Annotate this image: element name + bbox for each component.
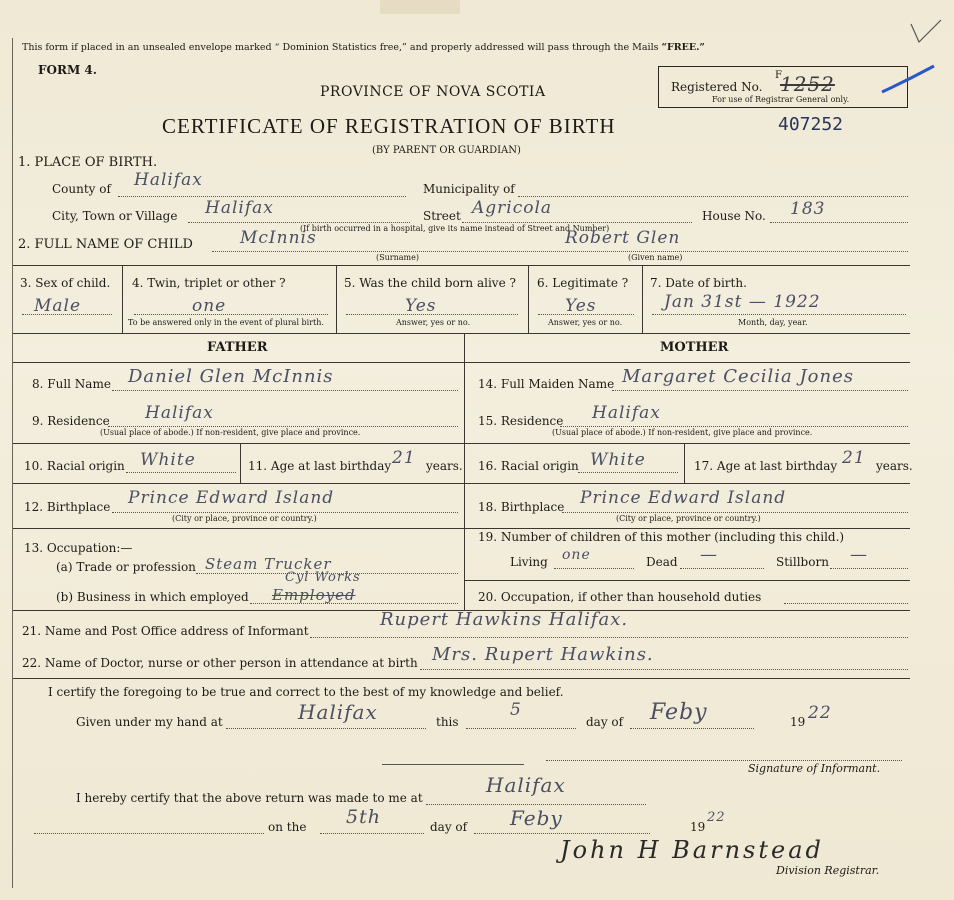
county-line bbox=[118, 196, 406, 197]
mother-birthplace-note: (City or place, province or country.) bbox=[616, 514, 761, 523]
surname-note: (Surname) bbox=[376, 253, 419, 262]
alive-label: 5. Was the child born alive ? bbox=[344, 276, 516, 290]
dead-value: — bbox=[700, 545, 718, 565]
registrar-on-label: on the bbox=[268, 820, 307, 834]
given-month-line bbox=[630, 728, 754, 729]
mother-birthplace-line bbox=[562, 512, 908, 513]
father-age-divider bbox=[240, 443, 241, 483]
alive-line bbox=[346, 314, 518, 315]
alive-value: Yes bbox=[405, 296, 437, 316]
registrar-day-value: 5th bbox=[346, 806, 381, 828]
mother-race-value: White bbox=[590, 450, 646, 470]
legitimate-label: 6. Legitimate ? bbox=[537, 276, 629, 290]
house-line bbox=[770, 222, 908, 223]
father-residence-note: (Usual place of abode.) If non-resident, give place and province. bbox=[100, 428, 361, 437]
registered-label: Registered No. bbox=[671, 80, 763, 94]
registrar-place-line bbox=[426, 804, 646, 805]
registrar-day-line bbox=[320, 833, 424, 834]
divider-4 bbox=[642, 265, 643, 333]
children-label: 19. Number of children of this mother (including this child.) bbox=[478, 530, 845, 544]
child-name-label: 2. FULL NAME OF CHILD bbox=[18, 237, 193, 252]
sex-value: Male bbox=[34, 296, 82, 316]
twin-note: To be answered only in the event of plural birth. bbox=[128, 318, 324, 327]
city-line bbox=[188, 222, 410, 223]
municipality-line bbox=[518, 196, 908, 197]
street-line bbox=[462, 222, 692, 223]
registrar-year-prefix: 19 bbox=[690, 820, 706, 834]
given-name-note: (Given name) bbox=[628, 253, 683, 262]
divider-3 bbox=[528, 265, 529, 333]
rule-father-race-top bbox=[12, 443, 464, 444]
mother-birthplace-label: 18. Birthplace bbox=[478, 500, 565, 514]
father-age-years: years. bbox=[426, 459, 463, 473]
rule-certify bbox=[12, 678, 910, 679]
rule-mother-children bbox=[464, 528, 910, 529]
house-value: 183 bbox=[790, 199, 826, 219]
registrar-month-value: Feby bbox=[510, 806, 563, 830]
birth-date-value: Jan 31st — 1922 bbox=[664, 292, 821, 312]
mother-name-line bbox=[612, 390, 908, 391]
child-name-line bbox=[212, 251, 908, 252]
certify-statement: I certify the foregoing to be true and correct to the best of my knowledge and belief. bbox=[48, 685, 564, 699]
stillborn-label: Stillborn bbox=[776, 555, 829, 569]
father-birthplace-label: 12. Birthplace bbox=[24, 500, 111, 514]
mother-age-years: years. bbox=[876, 459, 913, 473]
attendant-line bbox=[420, 669, 908, 670]
registrar-year-value: 22 bbox=[707, 810, 726, 825]
birth-date-label: 7. Date of birth. bbox=[650, 276, 747, 290]
county-label: County of bbox=[52, 182, 111, 196]
mailing-note: This form if placed in an unsealed envelope marked “ Dominion Statistics free,” and properly addressed will pass through the Mails “FREE.” bbox=[22, 42, 705, 53]
business-value: Employed bbox=[272, 586, 356, 604]
child-given-name: Robert Glen bbox=[565, 228, 681, 248]
given-month-value: Feby bbox=[650, 700, 708, 725]
paper-stain bbox=[380, 0, 460, 14]
sex-line bbox=[22, 314, 112, 315]
father-residence-line bbox=[108, 426, 458, 427]
given-year-value: 22 bbox=[808, 703, 832, 723]
mother-age-label: 17. Age at last birthday bbox=[694, 459, 838, 473]
trade-label: (a) Trade or profession bbox=[56, 560, 196, 574]
registrar-place-value: Halifax bbox=[486, 773, 566, 797]
registrar-signature: John H Barnstead bbox=[560, 836, 824, 864]
father-name-label: 8. Full Name bbox=[32, 377, 111, 391]
living-value: one bbox=[562, 547, 591, 563]
father-birthplace-note: (City or place, province or country.) bbox=[172, 514, 317, 523]
mother-name-label: 14. Full Maiden Name bbox=[478, 377, 615, 391]
city-label: City, Town or Village bbox=[52, 209, 178, 223]
living-line bbox=[554, 568, 634, 569]
trade-value: Steam Trucker bbox=[205, 555, 332, 573]
given-dayof-label: day of bbox=[586, 715, 624, 729]
pencil-tick-mark bbox=[905, 18, 945, 48]
father-race-value: White bbox=[140, 450, 196, 470]
city-value: Halifax bbox=[205, 198, 274, 218]
given-day-value: 5 bbox=[510, 700, 522, 720]
child-surname: McInnis bbox=[240, 228, 317, 248]
alive-note: Answer, yes or no. bbox=[396, 318, 471, 327]
mother-residence-label: 15. Residence bbox=[478, 414, 564, 428]
informant-line bbox=[310, 637, 908, 638]
father-race-line bbox=[126, 472, 236, 473]
registrar-certify: I hereby certify that the above return was made to me at bbox=[76, 791, 423, 805]
informant-label: 21. Name and Post Office address of Informant bbox=[22, 624, 309, 638]
rule-bottom-row bbox=[12, 333, 910, 334]
twin-label: 4. Twin, triplet or other ? bbox=[132, 276, 286, 290]
given-year-prefix: 19 bbox=[790, 715, 806, 729]
father-race-label: 10. Racial origin bbox=[24, 459, 125, 473]
father-residence-label: 9. Residence bbox=[32, 414, 110, 428]
stillborn-value: — bbox=[850, 545, 868, 565]
registrar-lead-line bbox=[34, 833, 264, 834]
father-name-value: Daniel Glen McInnis bbox=[128, 366, 334, 387]
rule-father-occupation bbox=[12, 528, 464, 529]
rule-parents-header bbox=[12, 362, 910, 363]
rule-father-race-bottom bbox=[12, 483, 464, 484]
province-heading: PROVINCE OF NOVA SCOTIA bbox=[320, 84, 546, 100]
street-label: Street bbox=[423, 209, 461, 223]
county-value: Halifax bbox=[134, 170, 203, 190]
given-day-line bbox=[466, 728, 576, 729]
legitimate-line bbox=[538, 314, 634, 315]
attendant-label: 22. Name of Doctor, nurse or other person in attendance at birth bbox=[22, 656, 418, 670]
legitimate-value: Yes bbox=[565, 296, 597, 316]
given-label: Given under my hand at bbox=[76, 715, 223, 729]
given-place-value: Halifax bbox=[298, 700, 378, 724]
rule-top-row bbox=[12, 265, 910, 266]
father-residence-value: Halifax bbox=[145, 403, 214, 423]
dead-label: Dead bbox=[646, 555, 678, 569]
divider-2 bbox=[336, 265, 337, 333]
mother-age-divider bbox=[684, 443, 685, 483]
rule-mother-race-top bbox=[464, 443, 910, 444]
certificate-title: CERTIFICATE OF REGISTRATION OF BIRTH bbox=[162, 114, 616, 138]
informant-signature-line bbox=[546, 760, 902, 761]
house-label: House No. bbox=[702, 209, 766, 223]
sex-label: 3. Sex of child. bbox=[20, 276, 111, 290]
business-value-insert: Cyl Works bbox=[285, 570, 361, 585]
divider-1 bbox=[122, 265, 123, 333]
living-label: Living bbox=[510, 555, 548, 569]
occupation-label: 13. Occupation:— bbox=[24, 541, 133, 555]
municipality-label: Municipality of bbox=[423, 182, 515, 196]
registered-prefix: F bbox=[775, 70, 782, 81]
informant-value: Rupert Hawkins Halifax. bbox=[380, 609, 629, 630]
father-birthplace-line bbox=[112, 512, 458, 513]
short-rule bbox=[382, 764, 524, 765]
mother-heading: MOTHER bbox=[660, 340, 729, 355]
mother-occupation-label: 20. Occupation, if other than household duties bbox=[478, 590, 762, 604]
father-birthplace-value: Prince Edward Island bbox=[128, 488, 335, 508]
registrar-title: Division Registrar. bbox=[776, 864, 880, 877]
rule-mother-race-bottom bbox=[464, 483, 910, 484]
mother-occupation-line bbox=[784, 603, 908, 604]
business-label: (b) Business in which employed bbox=[56, 590, 249, 604]
given-place-line bbox=[226, 728, 426, 729]
mother-birthplace-value: Prince Edward Island bbox=[580, 488, 787, 508]
mother-residence-value: Halifax bbox=[592, 403, 661, 423]
this-label: this bbox=[436, 715, 459, 729]
birth-date-line bbox=[652, 314, 906, 315]
birth-date-note: Month, day, year. bbox=[738, 318, 808, 327]
stamp-number: 407252 bbox=[778, 114, 844, 135]
twin-line bbox=[134, 314, 328, 315]
blue-check-mark bbox=[878, 62, 938, 98]
mother-name-value: Margaret Cecilia Jones bbox=[622, 366, 854, 387]
father-heading: FATHER bbox=[207, 340, 268, 355]
informant-signature-label: Signature of Informant. bbox=[748, 762, 881, 775]
subtitle: (BY PARENT OR GUARDIAN) bbox=[372, 145, 521, 156]
legitimate-note: Answer, yes or no. bbox=[548, 318, 623, 327]
dead-line bbox=[680, 568, 764, 569]
parents-divider bbox=[464, 333, 465, 610]
mother-residence-note: (Usual place of abode.) If non-resident, give place and province. bbox=[552, 428, 813, 437]
mother-age-value: 21 bbox=[842, 448, 866, 468]
rule-mother-occupation bbox=[464, 580, 910, 581]
stillborn-line bbox=[830, 568, 908, 569]
street-value: Agricola bbox=[472, 198, 553, 218]
twin-value: one bbox=[192, 296, 227, 316]
father-age-label: 11. Age at last birthday bbox=[248, 459, 392, 473]
registrar-dayof-label: day of bbox=[430, 820, 468, 834]
place-heading: 1. PLACE OF BIRTH. bbox=[18, 155, 158, 170]
registrar-month-line bbox=[474, 833, 650, 834]
left-margin-rule bbox=[12, 38, 13, 888]
form-number: FORM 4. bbox=[38, 63, 97, 77]
father-age-value: 21 bbox=[392, 448, 416, 468]
mother-race-line bbox=[578, 472, 678, 473]
registrar-note: For use of Registrar General only. bbox=[712, 95, 850, 104]
hospital-note: (If birth occurred in a hospital, give its name instead of Street and Number) bbox=[300, 224, 610, 233]
attendant-value: Mrs. Rupert Hawkins. bbox=[432, 644, 654, 665]
father-name-line bbox=[112, 390, 458, 391]
mother-residence-line bbox=[560, 426, 908, 427]
registered-number: 1252 bbox=[780, 72, 835, 96]
mother-race-label: 16. Racial origin bbox=[478, 459, 579, 473]
